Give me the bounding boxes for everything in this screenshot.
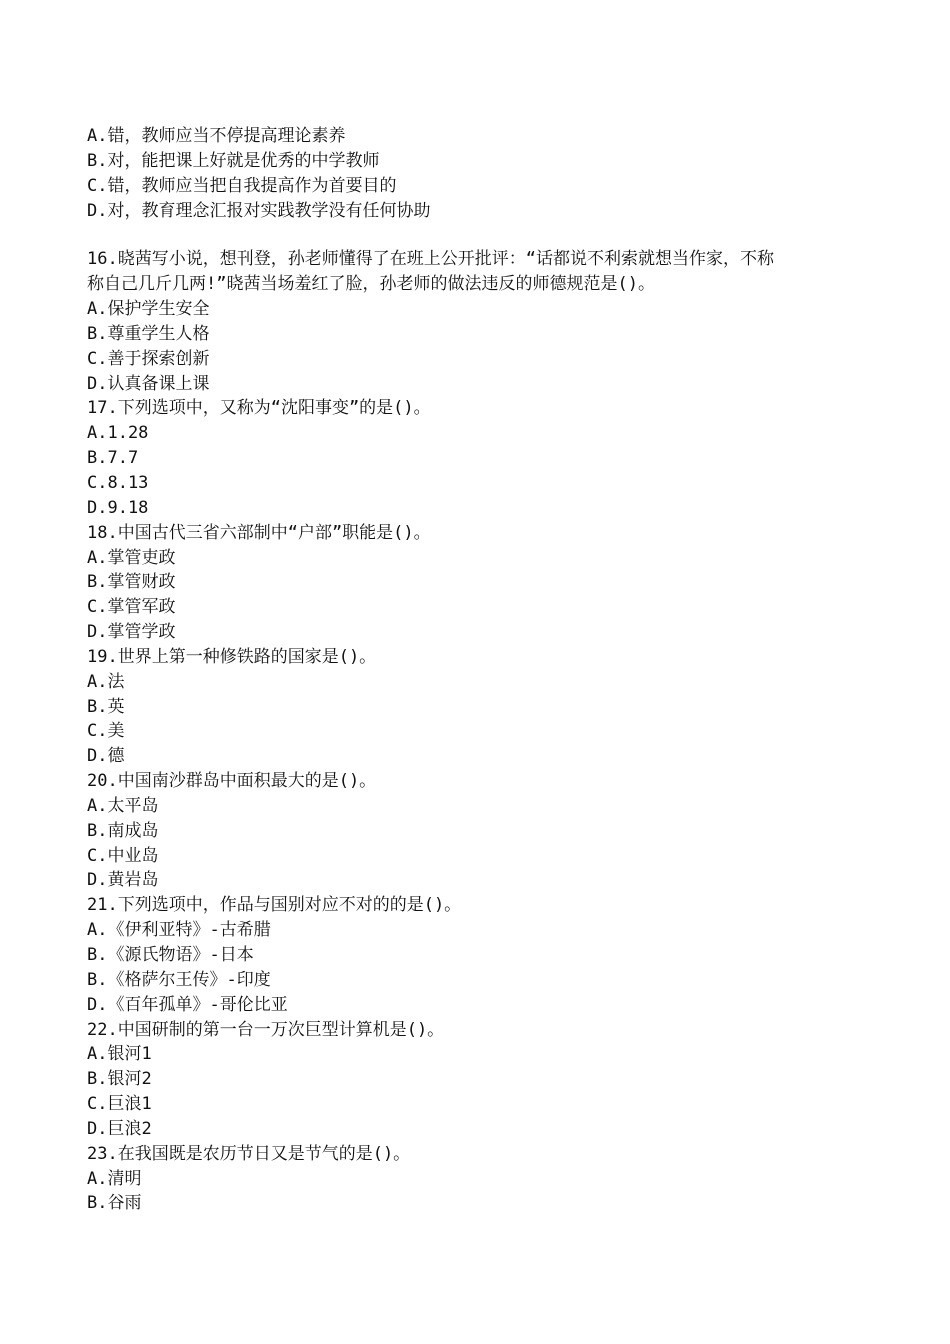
question-block: [87, 521, 877, 645]
option-line: B.掌管财政: [87, 572, 176, 593]
option-line: D.认真备课上课: [87, 373, 210, 394]
option-line: C.中业岛: [87, 845, 159, 866]
option-line: D.黄岩岛: [87, 870, 159, 891]
option-line: B.尊重学生人格: [87, 323, 210, 344]
document-page: [87, 124, 877, 1216]
option-line: A.保护学生安全: [87, 299, 210, 320]
option-line: B.《源氏物语》-日本: [87, 945, 254, 965]
option-line: B.对，能把课上好就是优秀的中学教师: [87, 150, 380, 171]
paragraph-gap: [87, 223, 877, 247]
option-line: D.德: [87, 746, 125, 767]
question-list: [87, 247, 877, 1216]
option-line: B.英: [87, 696, 125, 717]
previous-question-options: [87, 124, 877, 223]
option-line: D.掌管学政: [87, 622, 176, 643]
option-line: B.谷雨: [87, 1193, 142, 1214]
option-line: A.《伊利亚特》-古希腊: [87, 920, 271, 941]
option-line: D.巨浪2: [87, 1118, 152, 1139]
option-line: D.对，教育理念汇报对实践教学没有任何协助: [87, 200, 431, 221]
question-stem: 17.下列选项中，又称为“沈阳事变”的是()。: [87, 398, 431, 419]
option-line: B.7.7: [87, 448, 139, 469]
question-block: [87, 1018, 877, 1142]
option-line: A.错，教师应当不停提高理论素养: [87, 126, 346, 146]
option-line: A.银河1: [87, 1044, 152, 1065]
option-line: A.1.28: [87, 423, 149, 444]
option-line: B.银河2: [87, 1069, 152, 1090]
question-stem: 16.晓茜写小说，想刊登，孙老师懂得了在班上公开批评：“话都说不利索就想当作家，不称: [87, 249, 774, 270]
option-line: A.清明: [87, 1168, 142, 1189]
option-line: C.8.13: [87, 472, 149, 493]
option-line: D.《百年孤单》-哥伦比亚: [87, 994, 288, 1015]
question-stem: 23.在我国既是农历节日又是节气的是()。: [87, 1143, 411, 1164]
question-block: [87, 893, 877, 1017]
option-line: C.善于探索创新: [87, 348, 210, 369]
option-line: A.法: [87, 671, 125, 692]
option-line: A.掌管吏政: [87, 547, 176, 568]
option-line: B.《格萨尔王传》-印度: [87, 969, 271, 990]
option-line: D.9.18: [87, 497, 149, 518]
question-stem: 18.中国古代三省六部制中“户部”职能是()。: [87, 522, 431, 543]
option-line: A.太平岛: [87, 795, 159, 816]
question-block: [87, 1142, 877, 1217]
option-line: C.错，教师应当把自我提高作为首要目的: [87, 175, 397, 196]
question-stem: 19.世界上第一种修铁路的国家是()。: [87, 646, 377, 667]
question-stem: 称自己几斤几两!”晓茜当场羞红了脸，孙老师的做法违反的师德规范是()。: [87, 274, 655, 295]
option-line: C.掌管军政: [87, 597, 176, 618]
question-stem: 22.中国研制的第一台一万次巨型计算机是()。: [87, 1019, 445, 1040]
question-block: [87, 396, 877, 520]
question-stem: 21.下列选项中，作品与国别对应不对的的是()。: [87, 895, 462, 916]
question-stem: 20.中国南沙群岛中面积最大的是()。: [87, 771, 377, 792]
option-line: B.南成岛: [87, 820, 159, 841]
question-block: [87, 247, 877, 396]
question-block: [87, 645, 877, 769]
option-line: C.巨浪1: [87, 1094, 152, 1115]
option-line: C.美: [87, 721, 125, 742]
question-block: [87, 769, 877, 893]
